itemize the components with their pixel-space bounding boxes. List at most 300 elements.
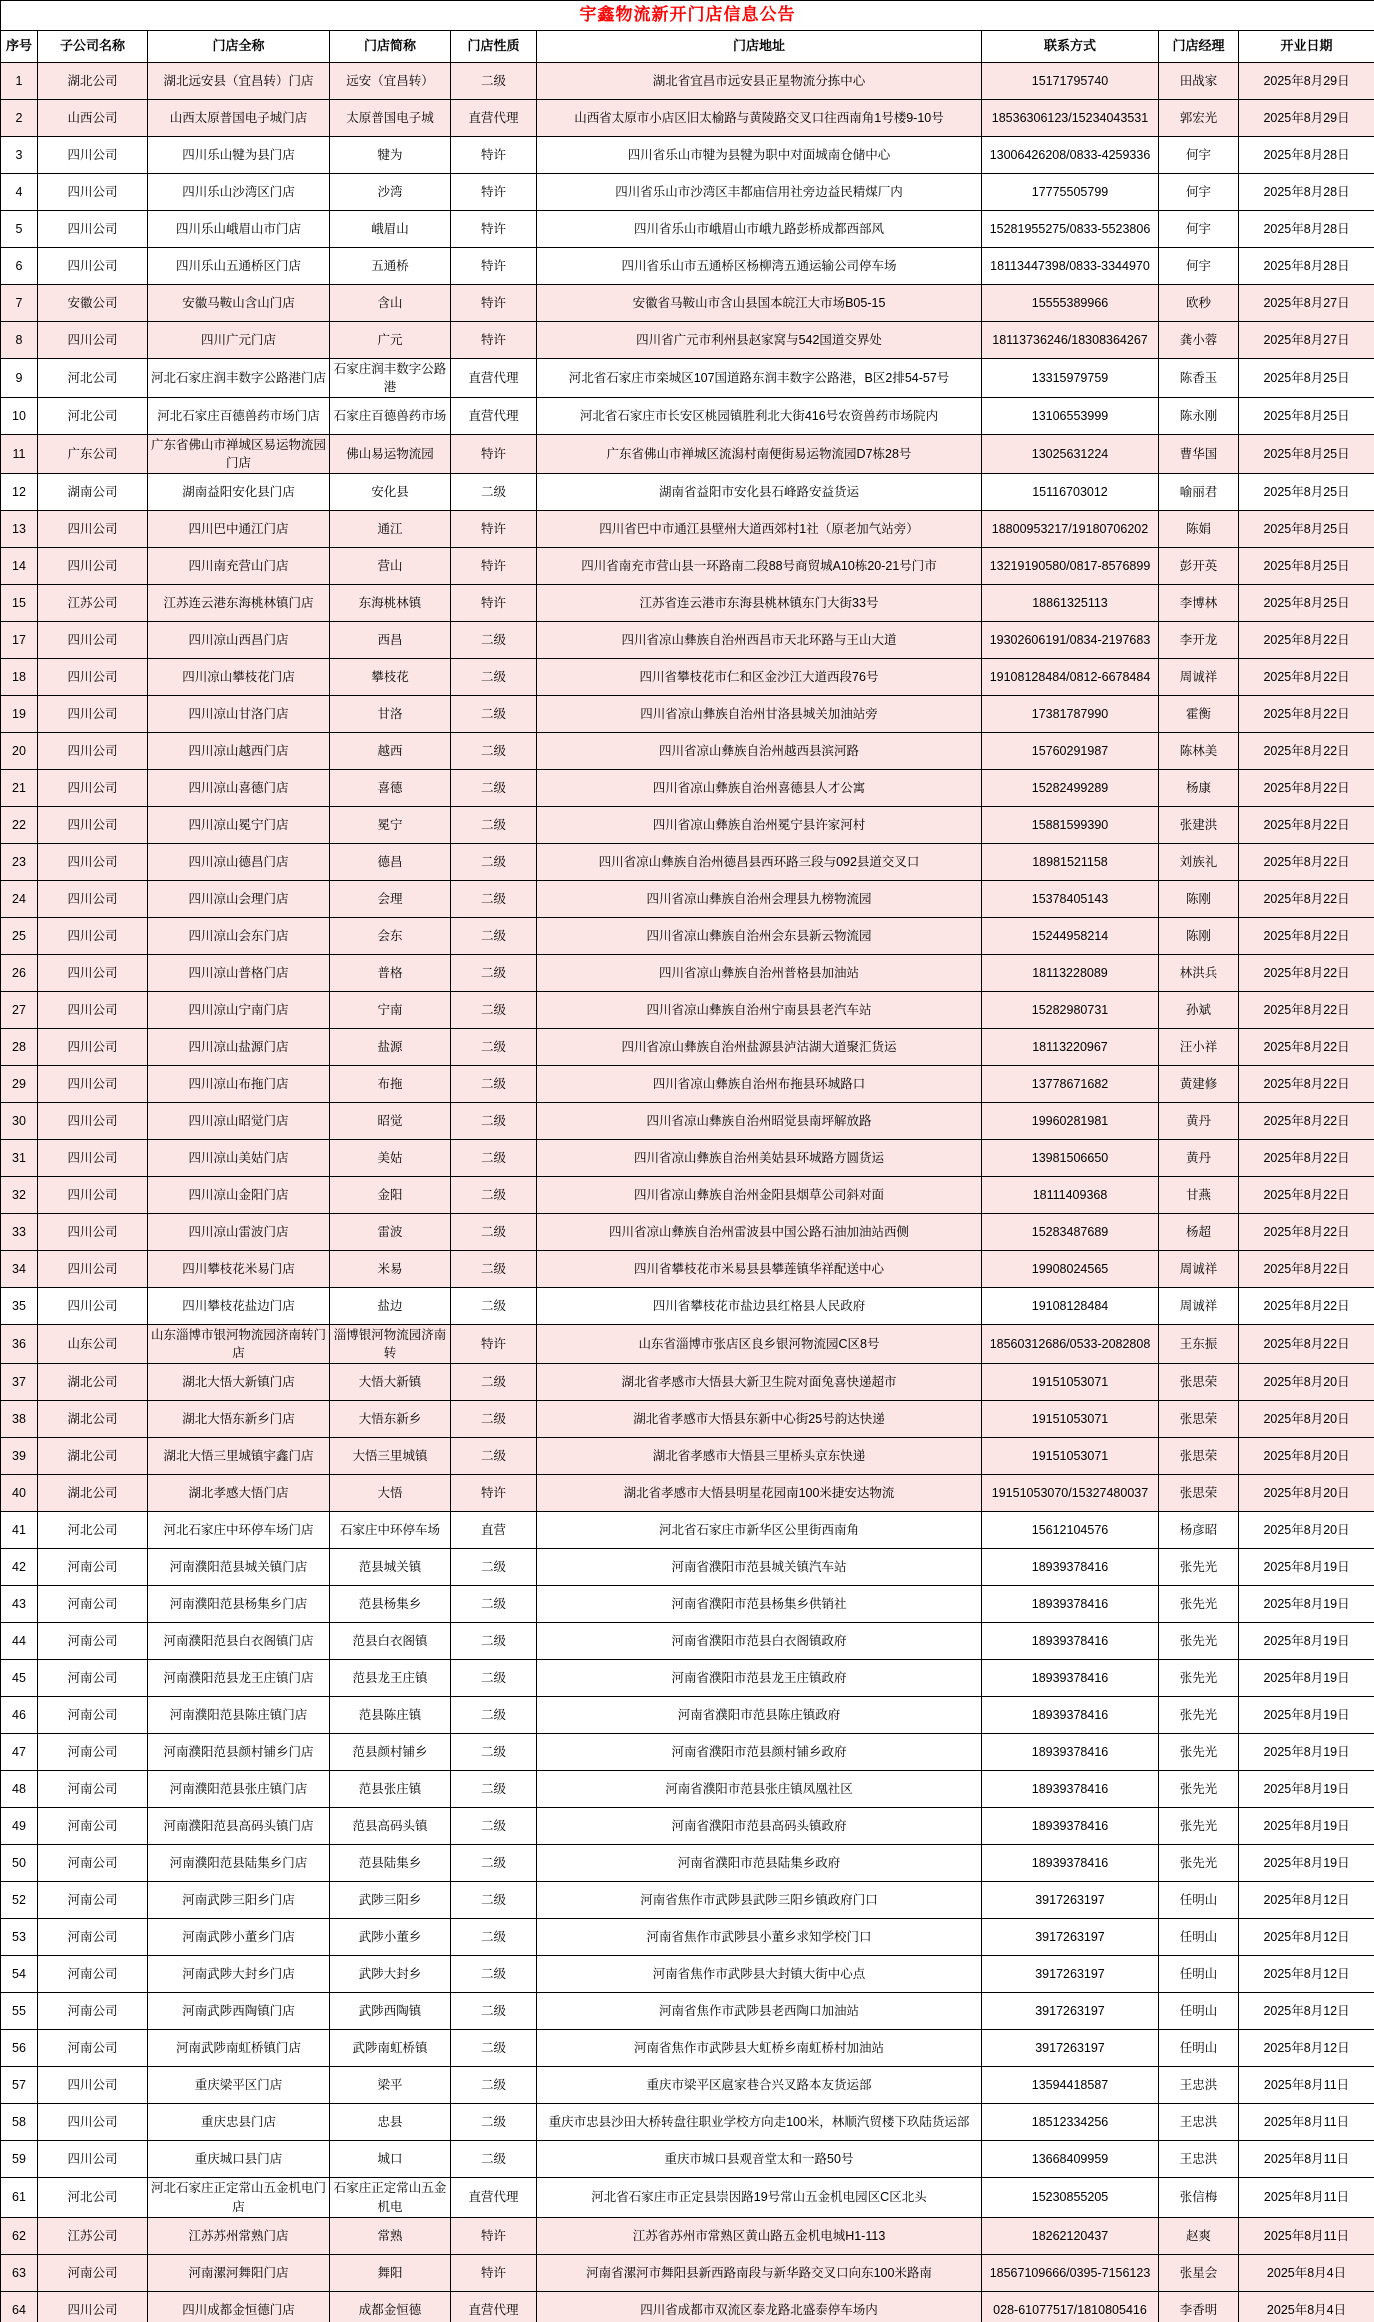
cell-store-full-name: 四川攀枝花盐边门店 (148, 1288, 330, 1325)
cell-subsidiary: 四川公司 (38, 1103, 148, 1140)
cell-subsidiary: 河南公司 (38, 1734, 148, 1771)
cell-index: 49 (1, 1808, 38, 1845)
cell-contact: 19151053071 (982, 1364, 1159, 1401)
cell-store-full-name: 四川乐山犍为县门店 (148, 136, 330, 173)
cell-store-manager: 杨康 (1159, 770, 1239, 807)
cell-open-date: 2025年8月11日 (1239, 2141, 1374, 2178)
cell-index: 11 (1, 434, 38, 473)
cell-contact: 18939378416 (982, 1845, 1159, 1882)
cell-index: 33 (1, 1214, 38, 1251)
cell-contact: 19908024565 (982, 1251, 1159, 1288)
cell-index: 31 (1, 1140, 38, 1177)
cell-store-manager: 黄建修 (1159, 1066, 1239, 1103)
table-row (1, 918, 1374, 955)
cell-store-type: 特许 (451, 1325, 537, 1364)
cell-index: 28 (1, 1029, 38, 1066)
cell-store-full-name: 河南濮阳范县陈庄镇门店 (148, 1697, 330, 1734)
cell-store-type: 二级 (451, 1660, 537, 1697)
table-row (1, 1438, 1374, 1475)
cell-store-type: 直营代理 (451, 358, 537, 397)
cell-store-short-name: 大悟 (330, 1475, 451, 1512)
cell-subsidiary: 四川公司 (38, 2067, 148, 2104)
cell-store-full-name: 四川凉山金阳门店 (148, 1177, 330, 1214)
cell-store-address: 重庆市忠县沙田大桥转盘往职业学校方向走100米，林顺汽贸楼下玖陆货运部 (537, 2104, 982, 2141)
cell-contact: 18113736246/18308364267 (982, 321, 1159, 358)
table-row (1, 1103, 1374, 1140)
cell-store-type: 二级 (451, 2141, 537, 2178)
cell-store-type: 二级 (451, 1177, 537, 1214)
cell-store-full-name: 四川凉山德昌门店 (148, 844, 330, 881)
cell-store-manager: 杨超 (1159, 1214, 1239, 1251)
cell-store-short-name: 峨眉山 (330, 210, 451, 247)
cell-store-type: 二级 (451, 955, 537, 992)
cell-store-full-name: 河南武陟南虹桥镇门店 (148, 2030, 330, 2067)
cell-store-address: 河北省石家庄市长安区桃园镇胜利北大街416号农资兽药市场院内 (537, 397, 982, 434)
cell-subsidiary: 四川公司 (38, 918, 148, 955)
cell-store-full-name: 河南濮阳范县龙王庄镇门店 (148, 1660, 330, 1697)
cell-store-manager: 龚小蓉 (1159, 321, 1239, 358)
cell-store-short-name: 舞阳 (330, 2254, 451, 2291)
cell-store-type: 二级 (451, 1214, 537, 1251)
cell-open-date: 2025年8月19日 (1239, 1549, 1374, 1586)
cell-contact: 18262120437 (982, 2217, 1159, 2254)
cell-store-type: 二级 (451, 659, 537, 696)
table-row (1, 1845, 1374, 1882)
cell-store-short-name: 甘洛 (330, 696, 451, 733)
cell-store-type: 二级 (451, 62, 537, 99)
cell-open-date: 2025年8月19日 (1239, 1697, 1374, 1734)
cell-store-short-name: 范县张庄镇 (330, 1771, 451, 1808)
cell-store-manager: 王忠洪 (1159, 2104, 1239, 2141)
cell-open-date: 2025年8月22日 (1239, 659, 1374, 696)
cell-open-date: 2025年8月22日 (1239, 1325, 1374, 1364)
cell-subsidiary: 四川公司 (38, 210, 148, 247)
cell-store-full-name: 河南武陟三阳乡门店 (148, 1882, 330, 1919)
cell-open-date: 2025年8月25日 (1239, 474, 1374, 511)
cell-index: 54 (1, 1956, 38, 1993)
cell-contact: 18111409368 (982, 1177, 1159, 1214)
cell-index: 25 (1, 918, 38, 955)
cell-subsidiary: 河南公司 (38, 2030, 148, 2067)
cell-store-manager: 张先光 (1159, 1808, 1239, 1845)
cell-store-short-name: 淄博银河物流园济南转 (330, 1325, 451, 1364)
cell-store-type: 直营代理 (451, 2178, 537, 2217)
cell-store-type: 二级 (451, 1808, 537, 1845)
cell-store-full-name: 四川凉山普格门店 (148, 955, 330, 992)
cell-open-date: 2025年8月12日 (1239, 2030, 1374, 2067)
cell-store-manager: 欧秒 (1159, 284, 1239, 321)
cell-store-type: 二级 (451, 1956, 537, 1993)
cell-store-type: 二级 (451, 1919, 537, 1956)
cell-store-address: 四川省南充市营山县一环路南二段88号商贸城A10栋20-21号门市 (537, 548, 982, 585)
cell-contact: 15244958214 (982, 918, 1159, 955)
cell-store-address: 湖北省孝感市大悟县三里桥头京东快递 (537, 1438, 982, 1475)
cell-store-manager: 陈刚 (1159, 881, 1239, 918)
cell-open-date: 2025年8月25日 (1239, 585, 1374, 622)
cell-store-type: 二级 (451, 474, 537, 511)
cell-store-manager: 刘族礼 (1159, 844, 1239, 881)
cell-index: 10 (1, 397, 38, 434)
cell-store-address: 四川省攀枝花市仁和区金沙江大道西段76号 (537, 659, 982, 696)
cell-store-manager: 林洪兵 (1159, 955, 1239, 992)
cell-open-date: 2025年8月22日 (1239, 1288, 1374, 1325)
cell-store-short-name: 太原普国电子城 (330, 99, 451, 136)
cell-store-short-name: 常熟 (330, 2217, 451, 2254)
cell-contact: 13315979759 (982, 358, 1159, 397)
cell-store-type: 直营代理 (451, 397, 537, 434)
table-row (1, 2178, 1374, 2217)
cell-index: 59 (1, 2141, 38, 2178)
cell-store-type: 二级 (451, 1845, 537, 1882)
cell-store-manager: 任明山 (1159, 2030, 1239, 2067)
cell-subsidiary: 四川公司 (38, 548, 148, 585)
cell-open-date: 2025年8月25日 (1239, 397, 1374, 434)
cell-store-manager: 甘燕 (1159, 1177, 1239, 1214)
cell-store-full-name: 四川凉山会东门店 (148, 918, 330, 955)
cell-subsidiary: 四川公司 (38, 247, 148, 284)
cell-store-address: 重庆市城口县观音堂太和一路50号 (537, 2141, 982, 2178)
cell-index: 9 (1, 358, 38, 397)
cell-contact: 13668409959 (982, 2141, 1159, 2178)
cell-store-address: 四川省攀枝花市米易县县攀莲镇华祥配送中心 (537, 1251, 982, 1288)
cell-store-address: 河南省漯河市舞阳县新西路南段与新华路交叉口向东100米路南 (537, 2254, 982, 2291)
cell-store-address: 湖北省孝感市大悟县大新卫生院对面兔喜快递超市 (537, 1364, 982, 1401)
cell-store-short-name: 范县城关镇 (330, 1549, 451, 1586)
cell-store-full-name: 河北石家庄润丰数字公路港门店 (148, 358, 330, 397)
table-row (1, 1288, 1374, 1325)
cell-subsidiary: 河南公司 (38, 1845, 148, 1882)
table-row (1, 1512, 1374, 1549)
table-row (1, 1771, 1374, 1808)
cell-store-type: 二级 (451, 1140, 537, 1177)
cell-open-date: 2025年8月19日 (1239, 1771, 1374, 1808)
cell-store-manager: 李香明 (1159, 2291, 1239, 2322)
cell-store-manager: 王东振 (1159, 1325, 1239, 1364)
cell-contact: 3917263197 (982, 2030, 1159, 2067)
table-row (1, 844, 1374, 881)
cell-store-short-name: 喜德 (330, 770, 451, 807)
cell-store-address: 湖北省孝感市大悟县东新中心街25号韵达快递 (537, 1401, 982, 1438)
cell-open-date: 2025年8月22日 (1239, 1066, 1374, 1103)
cell-store-short-name: 范县杨集乡 (330, 1586, 451, 1623)
cell-store-address: 河南省濮阳市范县城关镇汽车站 (537, 1549, 982, 1586)
cell-store-manager: 汪小祥 (1159, 1029, 1239, 1066)
cell-store-short-name: 武陟西陶镇 (330, 1993, 451, 2030)
cell-store-full-name: 四川乐山峨眉山市门店 (148, 210, 330, 247)
cell-store-address: 河北省石家庄市正定县崇因路19号常山五金机电园区C区北头 (537, 2178, 982, 2217)
cell-subsidiary: 河南公司 (38, 1549, 148, 1586)
cell-subsidiary: 四川公司 (38, 136, 148, 173)
cell-open-date: 2025年8月11日 (1239, 2104, 1374, 2141)
cell-store-full-name: 湖北大悟东新乡门店 (148, 1401, 330, 1438)
cell-store-address: 四川省乐山市犍为县犍为职中对面城南仓储中心 (537, 136, 982, 173)
cell-contact: 18113228089 (982, 955, 1159, 992)
table-row (1, 1993, 1374, 2030)
table-row (1, 1325, 1374, 1364)
cell-open-date: 2025年8月25日 (1239, 511, 1374, 548)
cell-store-address: 四川省凉山彝族自治州甘洛县城关加油站旁 (537, 696, 982, 733)
cell-contact: 15282980731 (982, 992, 1159, 1029)
table-row (1, 1029, 1374, 1066)
cell-store-full-name: 四川南充营山门店 (148, 548, 330, 585)
cell-contact: 18512334256 (982, 2104, 1159, 2141)
cell-subsidiary: 四川公司 (38, 696, 148, 733)
cell-store-manager: 曹华国 (1159, 434, 1239, 473)
cell-open-date: 2025年8月4日 (1239, 2291, 1374, 2322)
cell-store-address: 湖北省孝感市大悟县明星花园南100米捷安达物流 (537, 1475, 982, 1512)
cell-contact: 15116703012 (982, 474, 1159, 511)
cell-store-manager: 张先光 (1159, 1771, 1239, 1808)
cell-store-address: 四川省乐山市沙湾区丰都庙信用社旁边益民精煤厂内 (537, 173, 982, 210)
table-row (1, 622, 1374, 659)
cell-store-type: 二级 (451, 1066, 537, 1103)
cell-store-full-name: 山东淄博市银河物流园济南转门店 (148, 1325, 330, 1364)
cell-contact: 18861325113 (982, 585, 1159, 622)
cell-open-date: 2025年8月19日 (1239, 1623, 1374, 1660)
column-header-index: 序号 (1, 30, 38, 62)
cell-open-date: 2025年8月19日 (1239, 1586, 1374, 1623)
cell-open-date: 2025年8月12日 (1239, 1882, 1374, 1919)
cell-store-full-name: 安徽马鞍山含山门店 (148, 284, 330, 321)
cell-store-manager: 张思荣 (1159, 1475, 1239, 1512)
cell-store-manager: 何宇 (1159, 247, 1239, 284)
cell-store-type: 二级 (451, 844, 537, 881)
table-row (1, 1586, 1374, 1623)
cell-contact: 18800953217/19180706202 (982, 511, 1159, 548)
cell-index: 22 (1, 807, 38, 844)
cell-store-full-name: 四川巴中通江门店 (148, 511, 330, 548)
cell-contact: 18939378416 (982, 1623, 1159, 1660)
cell-index: 4 (1, 173, 38, 210)
table-row (1, 1734, 1374, 1771)
cell-open-date: 2025年8月22日 (1239, 955, 1374, 992)
cell-contact: 18536306123/15234043531 (982, 99, 1159, 136)
cell-open-date: 2025年8月12日 (1239, 1993, 1374, 2030)
cell-index: 24 (1, 881, 38, 918)
cell-open-date: 2025年8月22日 (1239, 1177, 1374, 1214)
cell-open-date: 2025年8月29日 (1239, 99, 1374, 136)
cell-open-date: 2025年8月29日 (1239, 62, 1374, 99)
table-row (1, 1140, 1374, 1177)
cell-index: 43 (1, 1586, 38, 1623)
cell-store-address: 山西省太原市小店区旧太榆路与黄陵路交叉口往西南角1号楼9-10号 (537, 99, 982, 136)
cell-store-short-name: 大悟三里城镇 (330, 1438, 451, 1475)
cell-store-address: 山东省淄博市张店区良乡银河物流园C区8号 (537, 1325, 982, 1364)
table-row (1, 1214, 1374, 1251)
cell-store-type: 二级 (451, 1288, 537, 1325)
table-row (1, 2030, 1374, 2067)
cell-open-date: 2025年8月22日 (1239, 881, 1374, 918)
cell-open-date: 2025年8月22日 (1239, 1029, 1374, 1066)
cell-store-short-name: 广元 (330, 321, 451, 358)
cell-store-address: 江苏省连云港市东海县桃林镇东门大街33号 (537, 585, 982, 622)
cell-store-address: 四川省凉山彝族自治州会东县新云物流园 (537, 918, 982, 955)
cell-store-address: 河北省石家庄市栾城区107国道路东润丰数字公路港，B区2排54-57号 (537, 358, 982, 397)
cell-subsidiary: 河北公司 (38, 358, 148, 397)
cell-index: 45 (1, 1660, 38, 1697)
cell-subsidiary: 河南公司 (38, 1771, 148, 1808)
cell-store-address: 四川省凉山彝族自治州西昌市天北环路与王山大道 (537, 622, 982, 659)
cell-store-short-name: 营山 (330, 548, 451, 585)
cell-store-type: 特许 (451, 284, 537, 321)
cell-index: 44 (1, 1623, 38, 1660)
cell-index: 38 (1, 1401, 38, 1438)
cell-subsidiary: 四川公司 (38, 1140, 148, 1177)
cell-open-date: 2025年8月22日 (1239, 1103, 1374, 1140)
cell-contact: 18567109666/0395-7156123 (982, 2254, 1159, 2291)
cell-subsidiary: 四川公司 (38, 770, 148, 807)
cell-contact: 13006426208/0833-4259336 (982, 136, 1159, 173)
cell-index: 47 (1, 1734, 38, 1771)
cell-store-address: 河南省濮阳市范县白衣阁镇政府 (537, 1623, 982, 1660)
cell-store-full-name: 四川凉山冕宁门店 (148, 807, 330, 844)
cell-contact: 18939378416 (982, 1734, 1159, 1771)
cell-store-address: 四川省凉山彝族自治州盐源县泸沽湖大道聚汇货运 (537, 1029, 982, 1066)
cell-subsidiary: 四川公司 (38, 955, 148, 992)
cell-store-short-name: 远安（宜昌转） (330, 62, 451, 99)
cell-store-short-name: 范县颜村铺乡 (330, 1734, 451, 1771)
cell-store-address: 四川省凉山彝族自治州普格县加油站 (537, 955, 982, 992)
table-row (1, 2291, 1374, 2322)
table-row (1, 1401, 1374, 1438)
cell-store-full-name: 山西太原普国电子城门店 (148, 99, 330, 136)
cell-subsidiary: 山西公司 (38, 99, 148, 136)
cell-index: 7 (1, 284, 38, 321)
cell-index: 57 (1, 2067, 38, 2104)
cell-subsidiary: 四川公司 (38, 992, 148, 1029)
cell-store-short-name: 范县陈庄镇 (330, 1697, 451, 1734)
cell-subsidiary: 四川公司 (38, 622, 148, 659)
cell-subsidiary: 河南公司 (38, 1808, 148, 1845)
cell-open-date: 2025年8月22日 (1239, 1214, 1374, 1251)
cell-store-short-name: 西昌 (330, 622, 451, 659)
cell-store-short-name: 范县高码头镇 (330, 1808, 451, 1845)
cell-store-full-name: 四川凉山甘洛门店 (148, 696, 330, 733)
table-row (1, 1808, 1374, 1845)
cell-store-short-name: 美姑 (330, 1140, 451, 1177)
cell-contact: 19108128484/0812-6678484 (982, 659, 1159, 696)
cell-store-address: 四川省凉山彝族自治州宁南县县老汽车站 (537, 992, 982, 1029)
column-header-store-short-name: 门店简称 (330, 30, 451, 62)
cell-store-full-name: 四川凉山盐源门店 (148, 1029, 330, 1066)
cell-contact: 19108128484 (982, 1288, 1159, 1325)
cell-subsidiary: 四川公司 (38, 321, 148, 358)
cell-index: 27 (1, 992, 38, 1029)
cell-store-manager: 郭宏光 (1159, 99, 1239, 136)
cell-store-type: 二级 (451, 807, 537, 844)
cell-index: 26 (1, 955, 38, 992)
cell-store-manager: 张先光 (1159, 1845, 1239, 1882)
cell-store-address: 重庆市梁平区扈家巷合兴叉路本友货运部 (537, 2067, 982, 2104)
cell-open-date: 2025年8月19日 (1239, 1808, 1374, 1845)
cell-store-address: 河南省焦作市武陟县老西陶口加油站 (537, 1993, 982, 2030)
cell-contact: 3917263197 (982, 1956, 1159, 1993)
cell-store-manager: 李博林 (1159, 585, 1239, 622)
cell-subsidiary: 河南公司 (38, 1660, 148, 1697)
cell-index: 61 (1, 2178, 38, 2217)
table-row (1, 1697, 1374, 1734)
cell-store-manager: 彭开英 (1159, 548, 1239, 585)
cell-store-short-name: 城口 (330, 2141, 451, 2178)
cell-store-short-name: 大悟大新镇 (330, 1364, 451, 1401)
cell-open-date: 2025年8月25日 (1239, 548, 1374, 585)
cell-open-date: 2025年8月22日 (1239, 1251, 1374, 1288)
cell-contact: 18939378416 (982, 1660, 1159, 1697)
cell-subsidiary: 湖北公司 (38, 1401, 148, 1438)
cell-store-manager: 陈娟 (1159, 511, 1239, 548)
table-row (1, 770, 1374, 807)
cell-store-short-name: 五通桥 (330, 247, 451, 284)
cell-open-date: 2025年8月28日 (1239, 173, 1374, 210)
cell-store-full-name: 重庆城口县门店 (148, 2141, 330, 2178)
table-row (1, 474, 1374, 511)
cell-store-full-name: 四川凉山昭觉门店 (148, 1103, 330, 1140)
cell-store-address: 四川省凉山彝族自治州美姑县环城路方圆货运 (537, 1140, 982, 1177)
cell-subsidiary: 四川公司 (38, 1251, 148, 1288)
cell-open-date: 2025年8月25日 (1239, 358, 1374, 397)
table-row (1, 696, 1374, 733)
cell-store-full-name: 江苏苏州常熟门店 (148, 2217, 330, 2254)
cell-store-manager: 张思荣 (1159, 1364, 1239, 1401)
cell-subsidiary: 四川公司 (38, 881, 148, 918)
cell-store-full-name: 河南漯河舞阳门店 (148, 2254, 330, 2291)
cell-contact: 19302606191/0834-2197683 (982, 622, 1159, 659)
cell-store-full-name: 河北石家庄中环停车场门店 (148, 1512, 330, 1549)
table-row (1, 173, 1374, 210)
table-row (1, 284, 1374, 321)
cell-contact: 15760291987 (982, 733, 1159, 770)
cell-index: 23 (1, 844, 38, 881)
cell-store-full-name: 河南濮阳范县杨集乡门店 (148, 1586, 330, 1623)
cell-store-short-name: 安化县 (330, 474, 451, 511)
cell-subsidiary: 湖北公司 (38, 62, 148, 99)
cell-store-type: 二级 (451, 1029, 537, 1066)
cell-index: 12 (1, 474, 38, 511)
cell-open-date: 2025年8月28日 (1239, 136, 1374, 173)
cell-subsidiary: 四川公司 (38, 2104, 148, 2141)
cell-store-full-name: 四川成都金恒德门店 (148, 2291, 330, 2322)
table-row (1, 1549, 1374, 1586)
cell-subsidiary: 河南公司 (38, 1882, 148, 1919)
cell-store-type: 二级 (451, 881, 537, 918)
table-row (1, 1364, 1374, 1401)
cell-subsidiary: 河南公司 (38, 1586, 148, 1623)
cell-store-type: 二级 (451, 1364, 537, 1401)
cell-store-full-name: 四川凉山越西门店 (148, 733, 330, 770)
cell-store-full-name: 四川凉山会理门店 (148, 881, 330, 918)
cell-contact: 15282499289 (982, 770, 1159, 807)
cell-store-manager: 任明山 (1159, 1882, 1239, 1919)
cell-store-type: 二级 (451, 696, 537, 733)
cell-store-address: 河南省焦作市武陟县武陟三阳乡镇政府门口 (537, 1882, 982, 1919)
cell-store-type: 特许 (451, 2217, 537, 2254)
cell-store-manager: 孙斌 (1159, 992, 1239, 1029)
cell-store-type: 二级 (451, 1103, 537, 1140)
cell-subsidiary: 河南公司 (38, 1697, 148, 1734)
cell-store-address: 四川省凉山彝族自治州金阳县烟草公司斜对面 (537, 1177, 982, 1214)
cell-store-short-name: 通江 (330, 511, 451, 548)
table-row (1, 1882, 1374, 1919)
cell-store-short-name: 佛山易运物流园 (330, 434, 451, 473)
cell-store-full-name: 湖北大悟大新镇门店 (148, 1364, 330, 1401)
cell-subsidiary: 四川公司 (38, 844, 148, 881)
cell-store-type: 二级 (451, 1993, 537, 2030)
cell-store-full-name: 湖北孝感大悟门店 (148, 1475, 330, 1512)
cell-store-full-name: 四川凉山雷波门店 (148, 1214, 330, 1251)
cell-open-date: 2025年8月28日 (1239, 210, 1374, 247)
cell-open-date: 2025年8月22日 (1239, 992, 1374, 1029)
cell-index: 6 (1, 247, 38, 284)
